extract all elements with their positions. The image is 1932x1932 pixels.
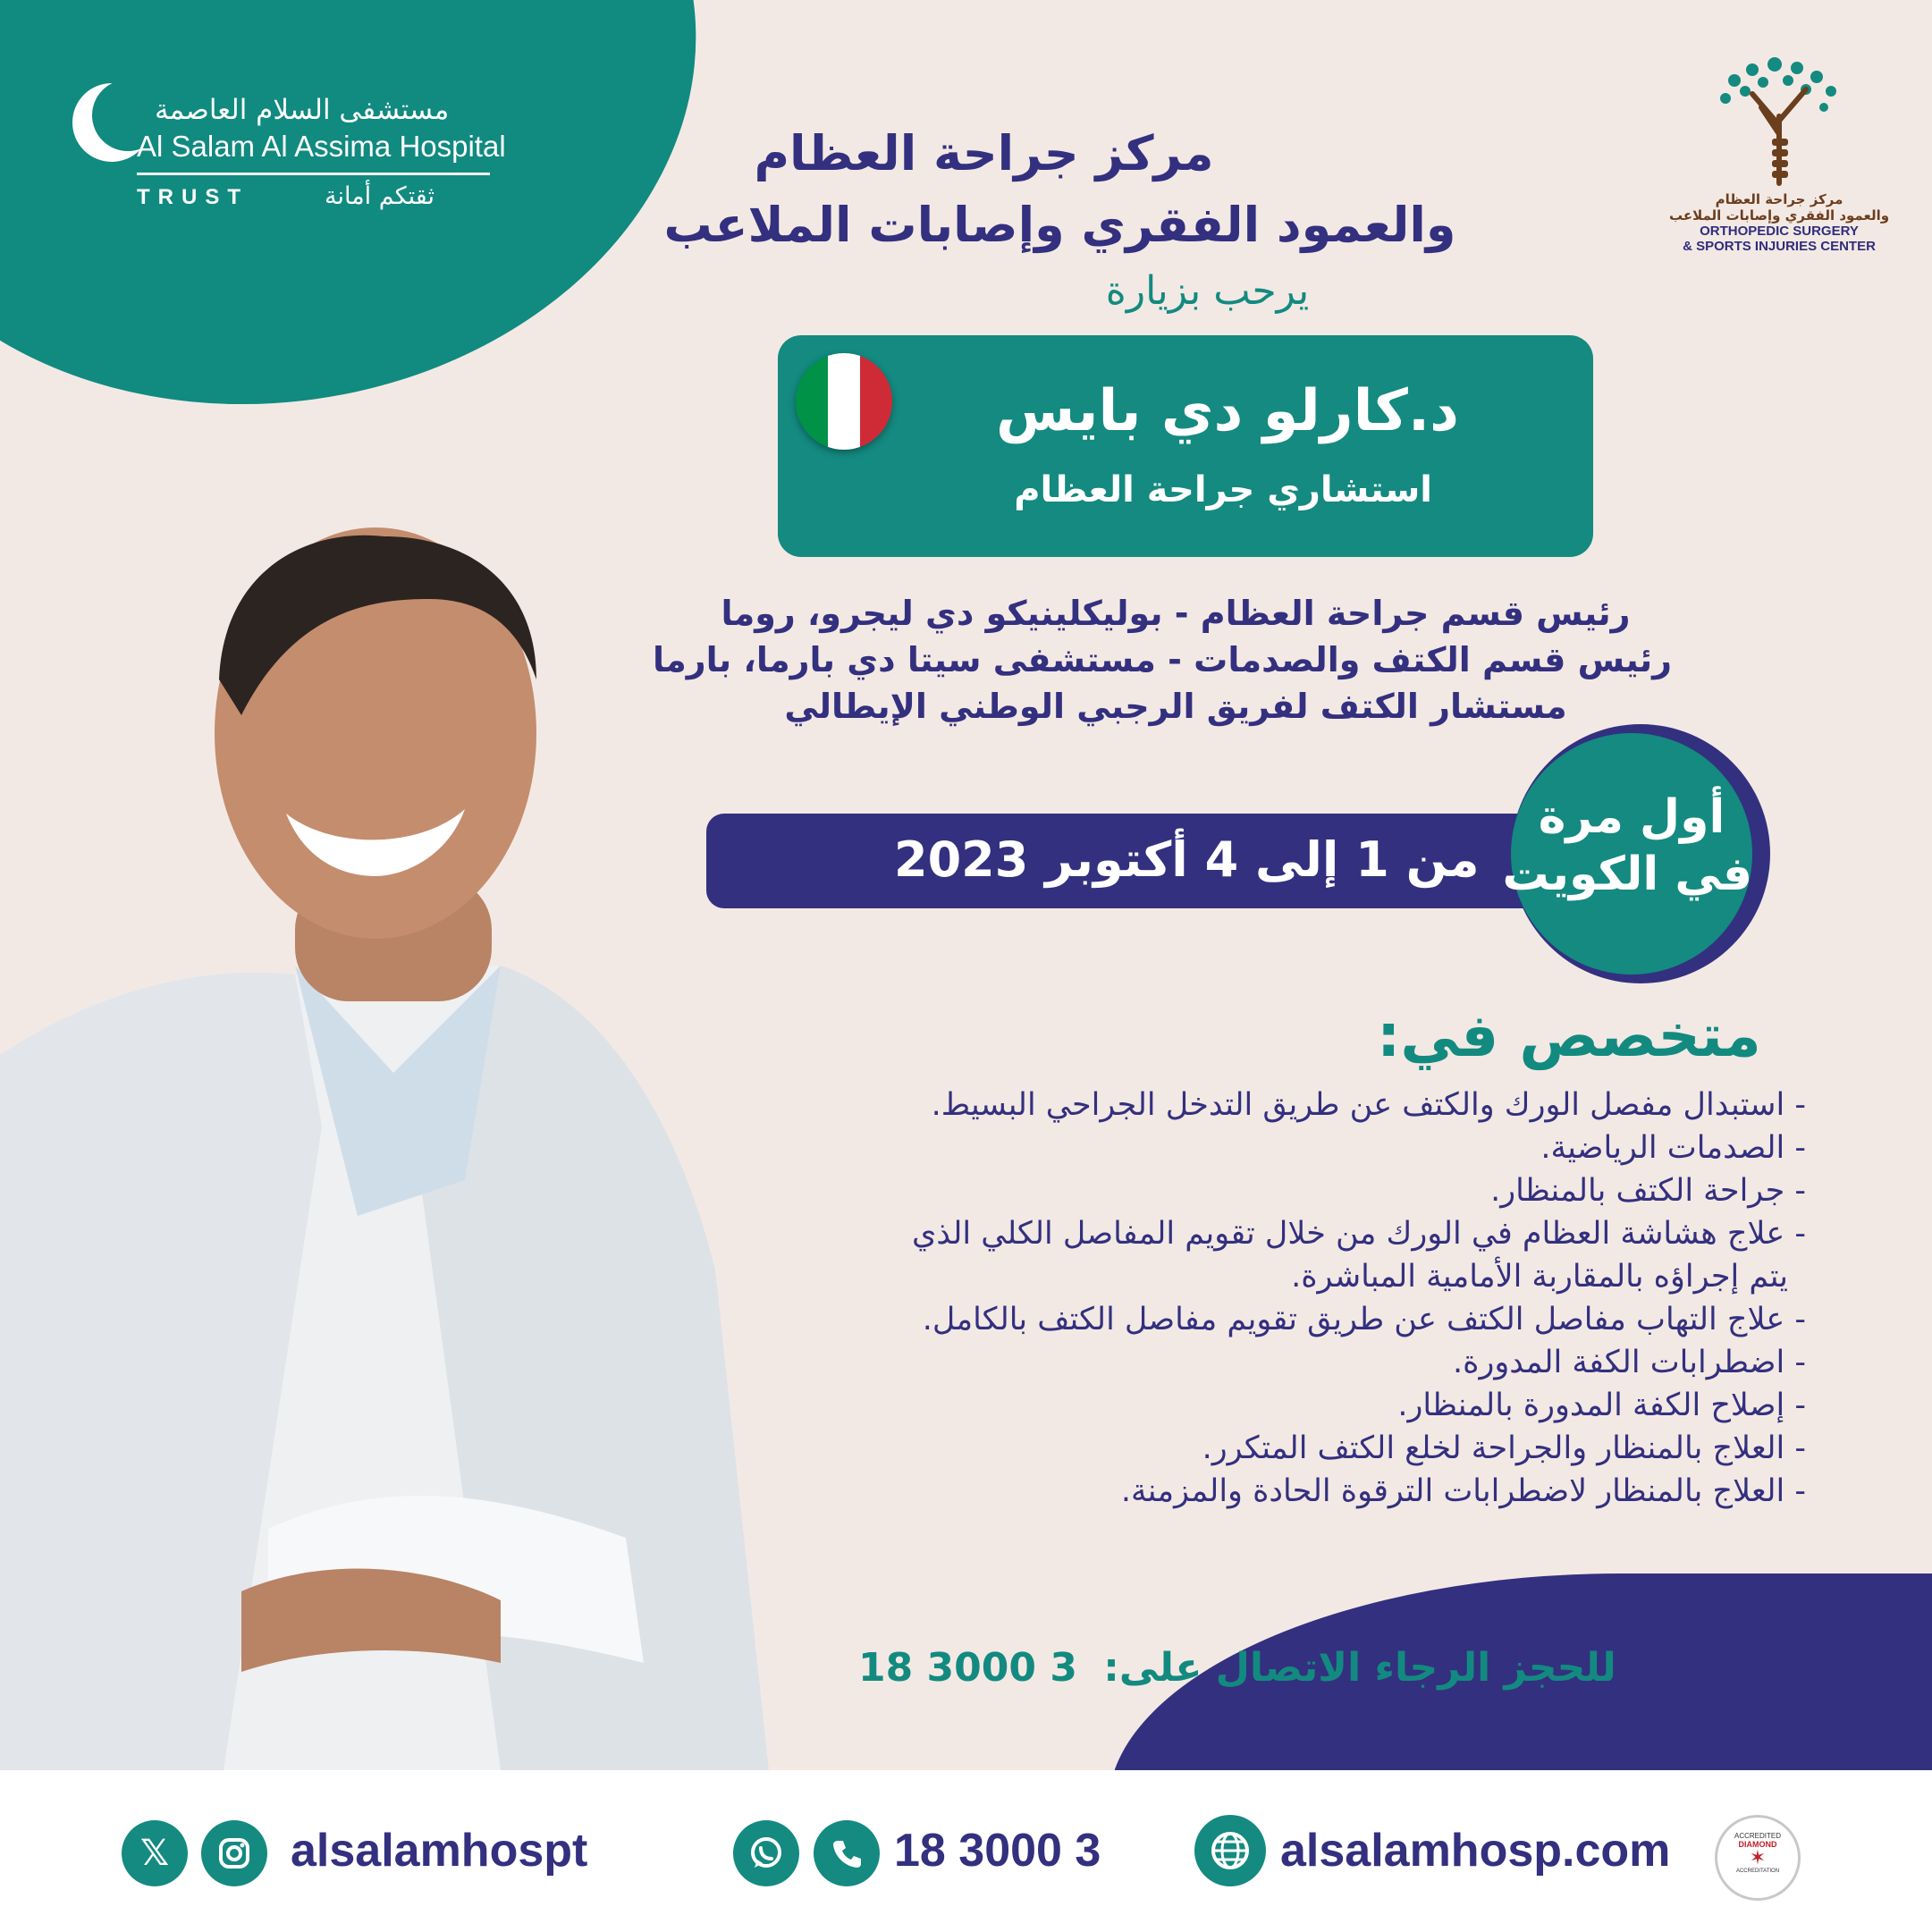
hospital-trust-label-ar: ثقتكم أمانة: [325, 182, 434, 210]
list-item: - العلاج بالمنظار لاضطرابات الترقوة الحادة والمزمنة.: [1120, 1473, 1806, 1509]
x-twitter-icon[interactable]: 𝕏: [122, 1820, 188, 1886]
doctor-title: استشاري جراحة العظام: [1014, 469, 1432, 510]
list-item: - إصلاح الكفة المدورة بالمنظار.: [1397, 1388, 1806, 1423]
hospital-trust-label: TRUST: [137, 185, 249, 209]
center-name-en-2: & SPORTS INJURIES CENTER: [1683, 239, 1876, 254]
visit-dates: من 1 إلى 4 أكتوبر 2023: [894, 831, 1480, 888]
list-item: - اضطرابات الكفة المدورة.: [1453, 1345, 1806, 1380]
doctor-roles: [652, 590, 1672, 730]
center-name-ar-1: مركز جراحة العظام: [1715, 191, 1843, 207]
doctor-card: [778, 335, 1593, 557]
role-line: مستشار الكتف لفريق الرجبي الوطني الإيطالي: [784, 687, 1567, 726]
hospital-name-en: Al Salam Al Assima Hospital: [137, 130, 506, 163]
accreditation-line-3: ACCREDITATION: [1735, 1869, 1780, 1874]
tree-spine-icon: [1708, 54, 1851, 188]
booking-text: للحجز الرجاء الاتصال على:: [1103, 1645, 1616, 1691]
visit-dates-bar: [706, 814, 1609, 908]
list-item: - علاج التهاب مفاصل الكتف عن طريق تقويم مفاصل الكتف بالكامل.: [922, 1302, 1806, 1337]
website-link[interactable]: alsalamhosp.com: [1280, 1825, 1671, 1877]
social-handle[interactable]: alsalamhospt: [291, 1825, 588, 1877]
whatsapp-icon[interactable]: [733, 1820, 799, 1886]
maple-leaf-icon: ✶: [1749, 1847, 1767, 1869]
center-name-ar-2: والعمود الفقري وإصابات الملاعب: [1668, 207, 1890, 224]
list-item: - علاج هشاشة العظام في الورك من خلال تقويم المفاصل الكلي الذي: [912, 1216, 1806, 1252]
headline-line-2: والعمود الفقري وإصابات الملاعب: [663, 197, 1456, 253]
italy-flag-icon: [796, 353, 892, 450]
footer-phone[interactable]: 18 3000 3: [894, 1825, 1101, 1877]
headline-line-1: مركز جراحة العظام: [754, 125, 1214, 181]
doctor-name: د.كارلو دي بايس: [995, 378, 1459, 444]
list-item: - جراحة الكتف بالمنظار.: [1490, 1173, 1806, 1209]
globe-icon[interactable]: [1194, 1815, 1266, 1886]
specialties-list: [805, 1084, 1806, 1513]
badge-line-1: أول مرة: [1538, 790, 1725, 844]
list-item: - استبدال مفصل الورك والكتف عن طريق التدخل الجراحي البسيط.: [931, 1087, 1806, 1123]
accreditation-line-1: ACCREDITED: [1734, 1832, 1781, 1840]
booking-line: [858, 1645, 1616, 1691]
center-name-en-1: ORTHOPEDIC SURGERY: [1700, 224, 1859, 239]
hospital-logo: [67, 76, 506, 228]
doctor-photo: [0, 501, 769, 1770]
list-item: - الصدمات الرياضية.: [1540, 1130, 1806, 1166]
booking-phone[interactable]: 18 3000 3: [858, 1645, 1077, 1691]
role-line: رئيس قسم الكتف والصدمات - مستشفى سيتا دي بارما، بارما: [652, 640, 1672, 679]
list-item: - العلاج بالمنظار والجراحة لخلع الكتف المتكرر.: [1202, 1430, 1806, 1466]
center-logo: [1663, 54, 1895, 277]
instagram-icon[interactable]: [201, 1820, 267, 1886]
welcome-text: يرحب بزيارة: [1105, 268, 1310, 314]
specialties-title: متخصص في:: [1377, 1001, 1761, 1070]
badge-line-2: في الكويت: [1502, 848, 1752, 901]
first-time-badge: [1502, 733, 1752, 974]
accreditation-line-2: DIAMOND: [1738, 1840, 1777, 1849]
hospital-name-ar: مستشفى السلام العاصمة: [155, 94, 450, 126]
list-item: يتم إجراؤه بالمقاربة الأمامية المباشرة.: [1291, 1259, 1788, 1295]
logo-divider: [137, 173, 490, 175]
accreditation-badge: [1715, 1815, 1801, 1901]
phone-icon[interactable]: [814, 1820, 880, 1886]
role-line: رئيس قسم جراحة العظام - بوليكلينيكو دي ليجرو، روما: [721, 594, 1631, 633]
